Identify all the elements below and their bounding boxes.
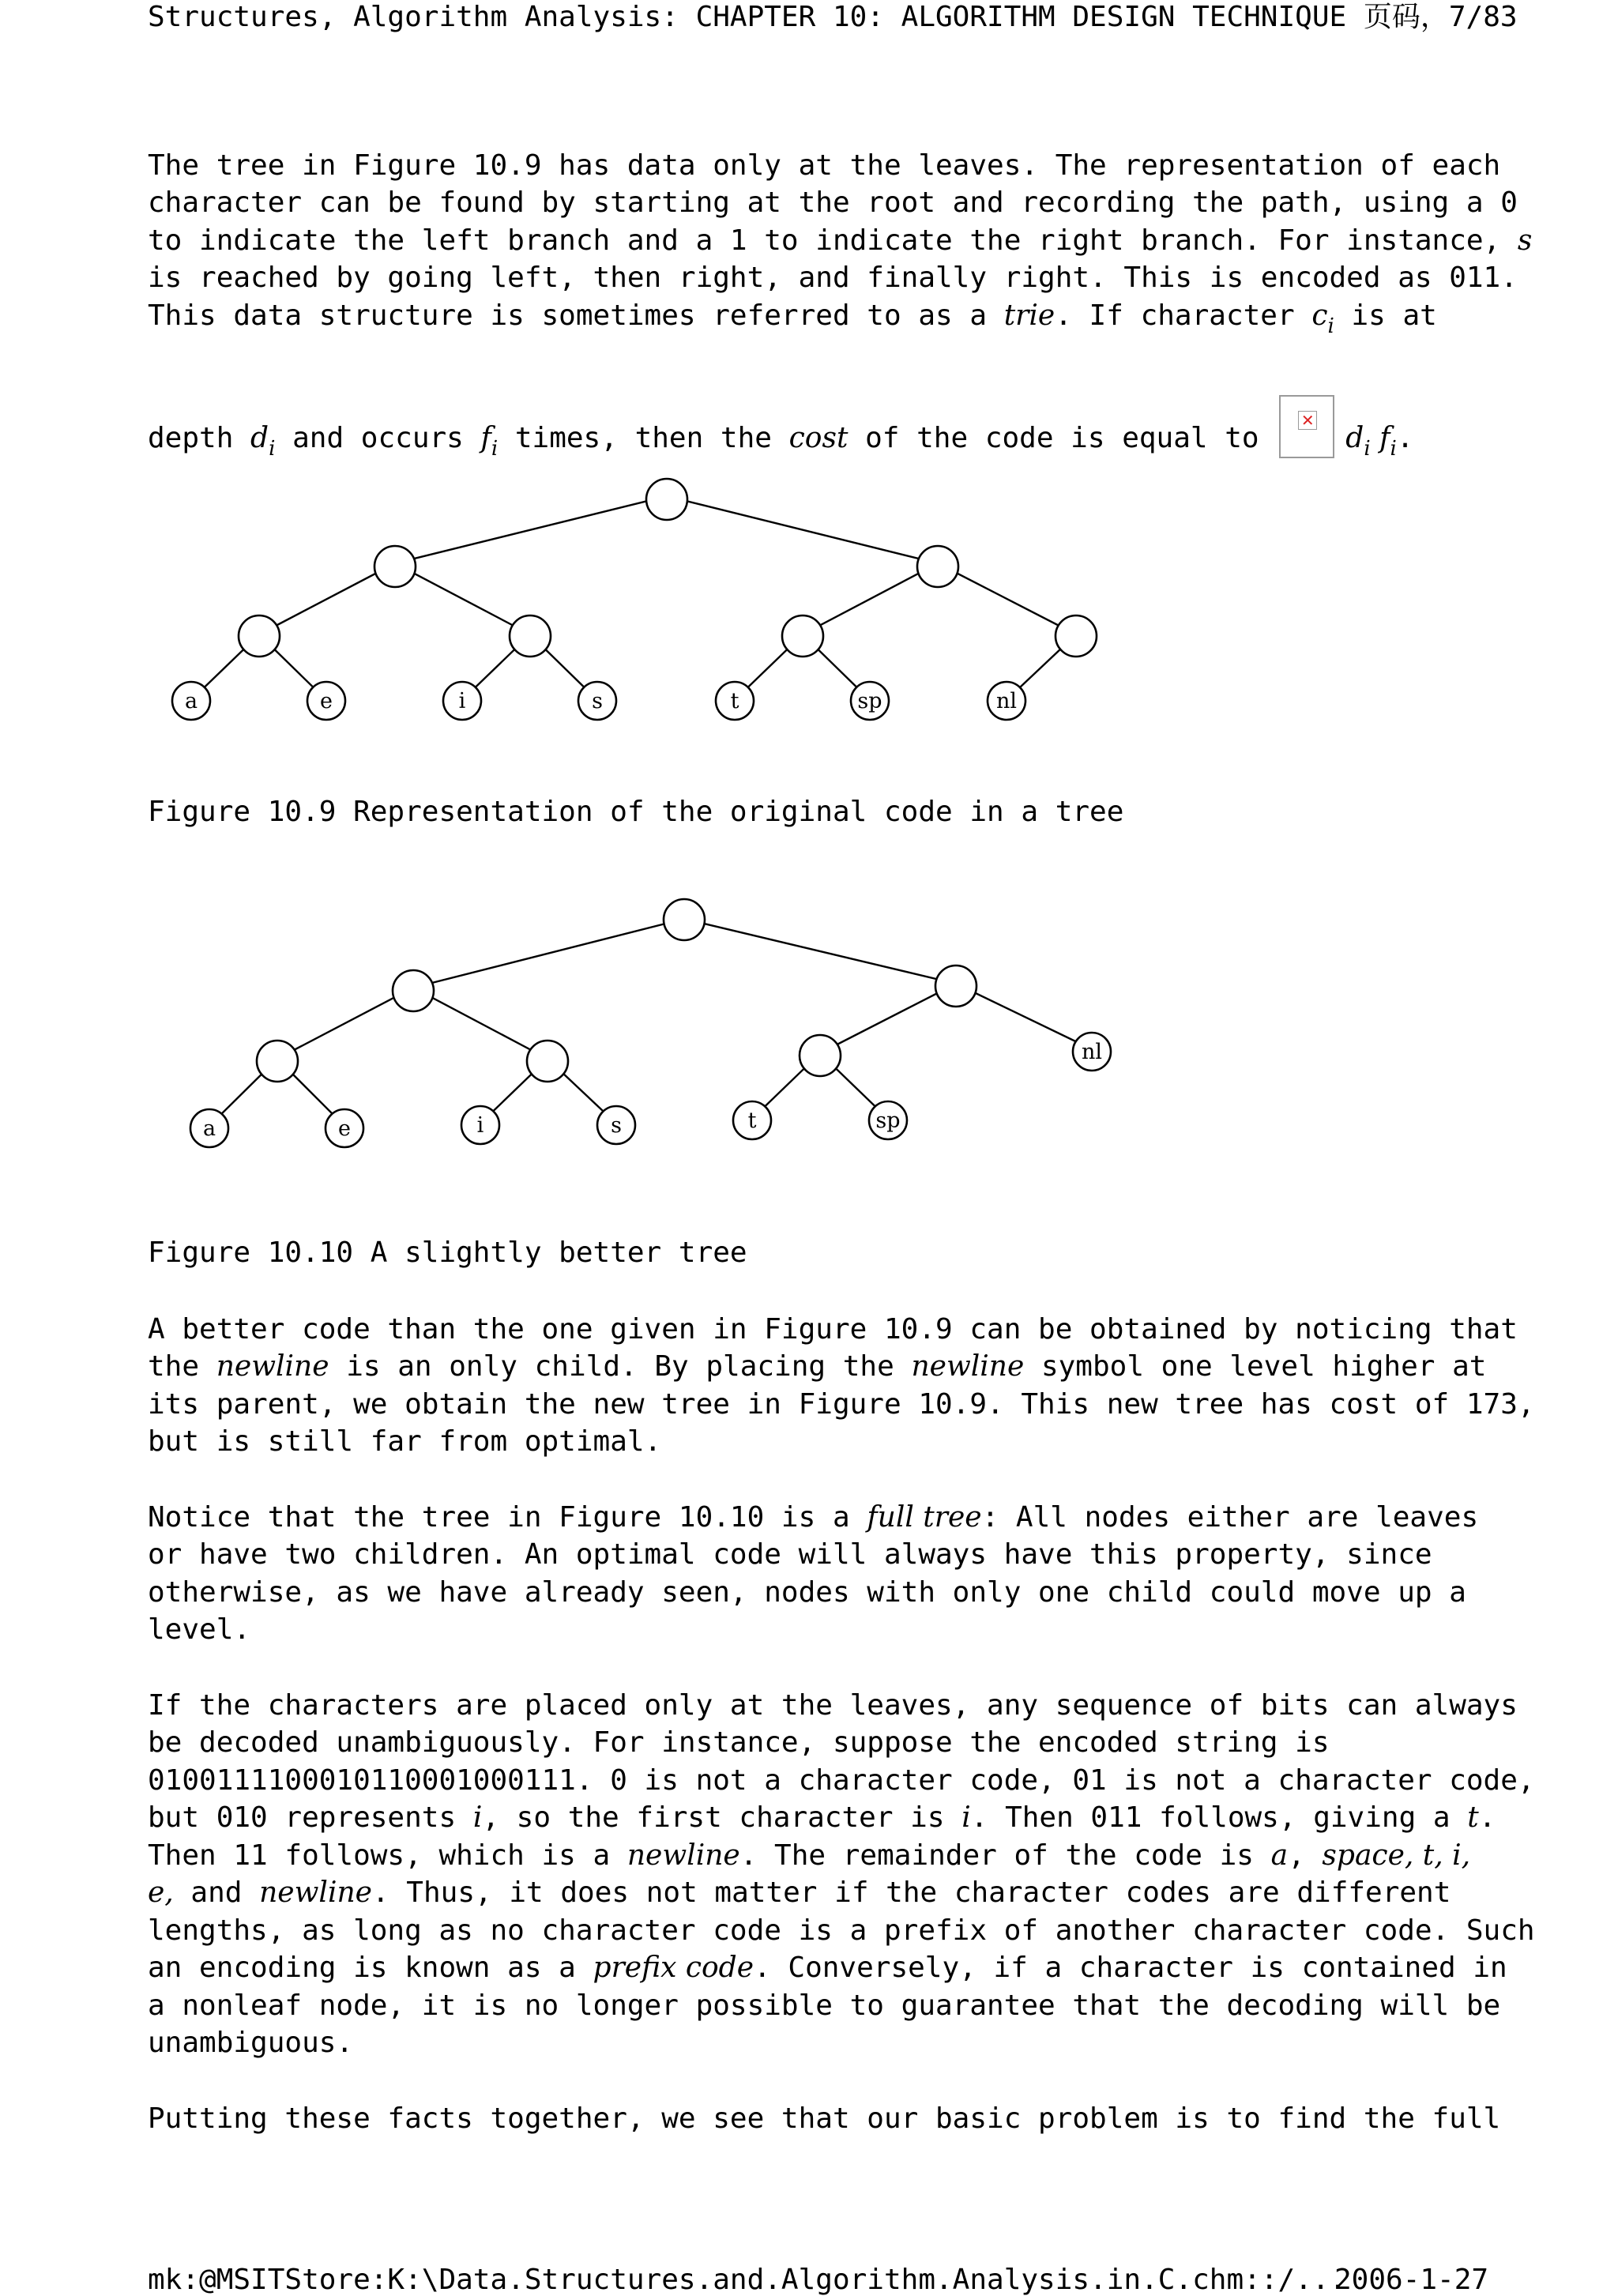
text-run: times, then the: [498, 422, 789, 454]
text-run: is an only child. By placing the: [329, 1350, 912, 1383]
para1-line4: is reached by going left, then right, and finally right. This is encoded as 011.: [148, 262, 1518, 294]
leaf-label: i: [476, 1113, 484, 1138]
figure-10-9-caption: Figure 10.9 Representation of the original code in a tree: [148, 796, 1124, 828]
leaf-label: nl: [1081, 1040, 1103, 1064]
text-run: This data structure is sometimes referred to as a: [148, 299, 1004, 332]
tree-edges: [191, 496, 1076, 700]
tree-node: [935, 965, 976, 1007]
text-run: is at: [1334, 299, 1437, 332]
subscript: i: [1390, 437, 1397, 461]
para3-line3: otherwise, as we have already seen, nodes with only one child could move up a: [148, 1576, 1466, 1609]
leaf-label: s: [611, 1113, 622, 1138]
figure-10-9-tree: [0, 458, 1185, 727]
italic-run: cost: [788, 422, 849, 454]
para2-line3: its parent, we obtain the new tree in Figure 10.9. This new tree has cost of 173,: [148, 1388, 1535, 1421]
italic-run: i: [472, 1801, 483, 1834]
italic-run: f: [480, 422, 491, 454]
para3-line1: [148, 1501, 1479, 1534]
tree-node: [1055, 615, 1097, 657]
text-run: but 010 represents: [148, 1801, 473, 1834]
text-run: . Then 011 follows, giving a: [970, 1801, 1468, 1834]
text-run: Then 11 follows, which is a: [148, 1839, 627, 1872]
text-run: an encoding is known as a: [148, 1952, 593, 1984]
para4-line7: lengths, as long as no character code is a prefix of another character code. Such: [148, 1914, 1535, 1947]
para4-line8: [148, 1954, 1507, 1982]
leaf-label: t: [747, 1108, 757, 1133]
subscript: i: [269, 437, 276, 461]
leaf-label: sp: [875, 1108, 901, 1133]
text-run: .: [1478, 1801, 1496, 1834]
text-run: ,: [1288, 1839, 1323, 1872]
tree-node-root: [664, 899, 705, 940]
italic-run: trie: [1003, 299, 1055, 332]
para4-line5: [148, 1839, 1471, 1872]
italic-run: a: [1270, 1839, 1289, 1872]
page-header: Structures, Algorithm Analysis: CHAPTER 10: ALGORITHM DESIGN TECHNIQUE 页码，7/83: [148, 1, 1518, 33]
para4-line1: If the characters are placed only at the leaves, any sequence of bits can always: [148, 1689, 1518, 1722]
tree-node: [239, 615, 280, 657]
text-run: , so the first character is: [482, 1801, 962, 1834]
tree-node: [257, 1041, 298, 1082]
subscript: i: [491, 437, 499, 461]
italic-run: prefix code: [593, 1952, 754, 1984]
italic-run: space, t, i,: [1322, 1839, 1471, 1872]
leaf-label: a: [184, 689, 198, 713]
para2-line1: A better code than the one given in Figure 10.9 can be obtained by noticing that: [148, 1313, 1518, 1346]
text-run: the: [148, 1350, 216, 1383]
italic-run: newline: [259, 1876, 372, 1909]
tree-node: [510, 615, 551, 657]
para1-line6: [148, 384, 1414, 461]
leaf-label: nl: [995, 689, 1018, 713]
text-run: . Thus, it does not matter if the character codes are different: [371, 1876, 1451, 1909]
para1-line5: [148, 299, 1437, 338]
text-run: symbol one level higher at: [1024, 1350, 1487, 1383]
italic-run: newline: [627, 1839, 740, 1872]
leaf-label: e: [320, 689, 333, 713]
para4-line10: unambiguous.: [148, 2027, 354, 2059]
leaf-label: sp: [857, 689, 882, 713]
para1-line3: [148, 224, 1533, 257]
italic-run: f: [1370, 422, 1390, 454]
tree-node: [782, 615, 823, 657]
footer-date: 2006-1-27: [1334, 2264, 1489, 2296]
leaf-label: s: [592, 689, 603, 713]
tree-node: [527, 1041, 568, 1082]
para4-line4: [148, 1801, 1496, 1834]
figure-10-10-caption: Figure 10.10 A slightly better tree: [148, 1236, 747, 1269]
tree-edges: [209, 919, 1092, 1126]
para1-line1: The tree in Figure 10.9 has data only at the leaves. The representation of each: [148, 149, 1501, 182]
subscript: i: [1364, 437, 1371, 461]
para5-line1: Putting these facts together, we see that our basic problem is to find the full: [148, 2102, 1501, 2135]
subscript: i: [1327, 314, 1334, 338]
broken-image-icon: ✕: [1279, 395, 1334, 458]
italic-run: t: [1467, 1801, 1479, 1834]
footer-path: mk:@MSITStore:K:\Data.Structures.and.Algorithm.Analysis.in.C.chm::/...: [148, 2264, 1347, 2296]
italic-run: d: [250, 422, 269, 454]
para4-line6: [148, 1876, 1451, 1909]
para3-line4: level.: [148, 1613, 251, 1646]
leaf-label: i: [458, 689, 466, 713]
text-run: . Conversely, if a character is contained in: [754, 1952, 1507, 1984]
text-run: . The remainder of the code is: [739, 1839, 1271, 1872]
para4-line2: be decoded unambiguously. For instance, suppose the encoded string is: [148, 1726, 1330, 1759]
leaf-label: a: [202, 1116, 216, 1141]
leaf-label: e: [338, 1116, 351, 1141]
para1-line2: character can be found by starting at the root and recording the path, using a 0: [148, 186, 1518, 219]
italic-run: i: [961, 1801, 971, 1834]
text-run: to indicate the left branch and a 1 to indicate the right branch. For instance,: [148, 224, 1518, 257]
text-run: : All nodes either are leaves: [981, 1501, 1479, 1534]
tree-node: [917, 546, 958, 587]
italic-run: full tree: [867, 1501, 982, 1534]
italic-run: d: [1345, 422, 1364, 454]
text-run: of the code is equal to: [848, 422, 1277, 454]
para3-line2: or have two children. An optimal code will always have this property, since: [148, 1538, 1432, 1571]
italic-run: newline: [911, 1350, 1025, 1383]
para4-line3: 0100111100010110001000111. 0 is not a character code, 01 is not a character code,: [148, 1764, 1535, 1797]
text-run: and occurs: [275, 422, 481, 454]
tree-node: [393, 970, 434, 1011]
para2-line2: [148, 1350, 1487, 1383]
text-run: and: [173, 1876, 260, 1909]
italic-run: s: [1517, 224, 1533, 257]
tree-node-root: [646, 479, 687, 520]
italic-run: e,: [148, 1876, 174, 1909]
text-run: depth: [148, 422, 251, 454]
tree-node: [800, 1035, 841, 1076]
para4-line9: a nonleaf node, it is no longer possible to guarantee that the decoding will be: [148, 1989, 1501, 2022]
italic-run: newline: [216, 1350, 329, 1383]
tree-node: [374, 546, 416, 587]
figure-10-10-tree: [0, 885, 1185, 1169]
text-run: . If character: [1055, 299, 1312, 332]
leaf-label: t: [730, 689, 739, 713]
para2-line4: but is still far from optimal.: [148, 1425, 662, 1458]
italic-run: c: [1311, 299, 1328, 332]
text-run: Notice that the tree in Figure 10.10 is a: [148, 1501, 867, 1534]
text-run: .: [1396, 422, 1414, 454]
